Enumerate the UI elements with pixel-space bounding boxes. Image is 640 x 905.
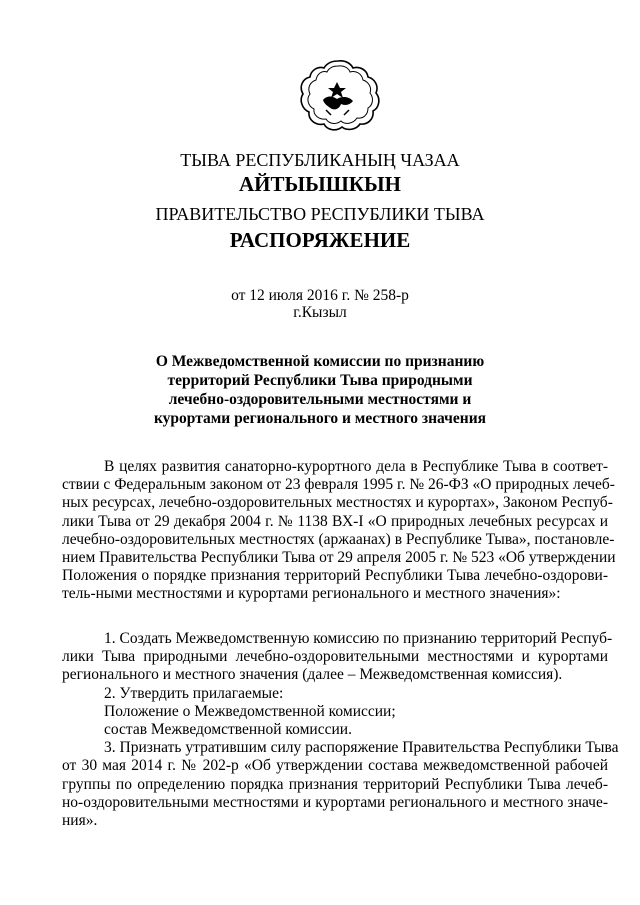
preamble-line: лечебно-оздоровительных местностях (аржаанах) в Республике Тыва», постановле- (62, 530, 615, 548)
operative-items (62, 630, 619, 830)
preamble-line: В целях развития санаторно-курортного дела в Республике Тыва в соответ- (104, 458, 608, 475)
preamble-line: ствии с Федеральным законом от 23 февраля 1995 г. № 26-ФЗ «О природных лечеб- (62, 476, 615, 494)
title-line: территорий Республики Тыва природными (167, 372, 473, 389)
item2b-line: состав Межведомственной комиссии. (104, 721, 352, 739)
title-line: О Межведомственной комиссии по признанию (155, 353, 485, 370)
item3-line: группы по определению порядка признания территорий Республики Тыва лечеб- (62, 775, 608, 793)
document-date-number: от 12 июля 2016 г. № 258-р (231, 287, 409, 304)
header-tyva-doc-type: АЙТЫЫШКЫН (239, 172, 401, 196)
item1-line: 1. Создать Межведомственную комиссию по признанию территорий Респуб- (104, 630, 613, 647)
title-line: курортами регионального и местного значения (153, 410, 487, 427)
item3-line: но-оздоровительными местностями и курортами регионального и местного значе- (62, 793, 608, 811)
preamble-line: тель-ными местностями и курортами регионального и местного значения»: (62, 585, 561, 603)
header-russian-government: ПРАВИТЕЛЬСТВО РЕСПУБЛИКИ ТЫВА (155, 204, 485, 224)
preamble-line: лики Тыва от 29 декабря 2004 г. № 1138 ВХ-I «О природных лечебных ресурсах и (62, 512, 608, 530)
header-russian-doc-type: РАСПОРЯЖЕНИЕ (229, 228, 411, 252)
item1-line: регионального и местного значения (далее – Межведомственная комиссия). (62, 666, 563, 684)
tyva-coat-of-arms-emblem (293, 58, 383, 132)
title-line: лечебно-оздоровительными местностями и (168, 391, 472, 408)
item2-line: 2. Утвердить прилагаемые: (104, 684, 284, 702)
document-city: г.Кызыл (293, 304, 347, 321)
item3-line: от 30 мая 2014 г. № 202-р «Об утверждении состава межведомственной рабочей (62, 757, 608, 775)
preamble-line: Положения о порядке признания территорий Республики Тыва лечебно-оздорови- (62, 567, 608, 585)
document-title (0, 352, 640, 428)
item3-line: 3. Признать утратившим силу распоряжение Правительства Республики Тыва (104, 739, 619, 757)
preamble-line: нием Правительства Республики Тыва от 29 апреля 2005 г. № 523 «Об утверждении (62, 549, 616, 567)
item1-line: лики Тыва природными лечебно-оздоровительными местностями и курортами (62, 648, 608, 666)
item3-line: ния». (62, 812, 98, 830)
preamble-line: ных ресурсах, лечебно-оздоровительных местностях и курортах», Законом Респуб- (62, 494, 613, 512)
header-tyva-government: ТЫВА РЕСПУБЛИКАНЫҢ ЧАЗАА (180, 150, 460, 170)
preamble-paragraph (62, 458, 616, 604)
item2a-line: Положение о Межведомственной комиссии; (104, 702, 396, 720)
